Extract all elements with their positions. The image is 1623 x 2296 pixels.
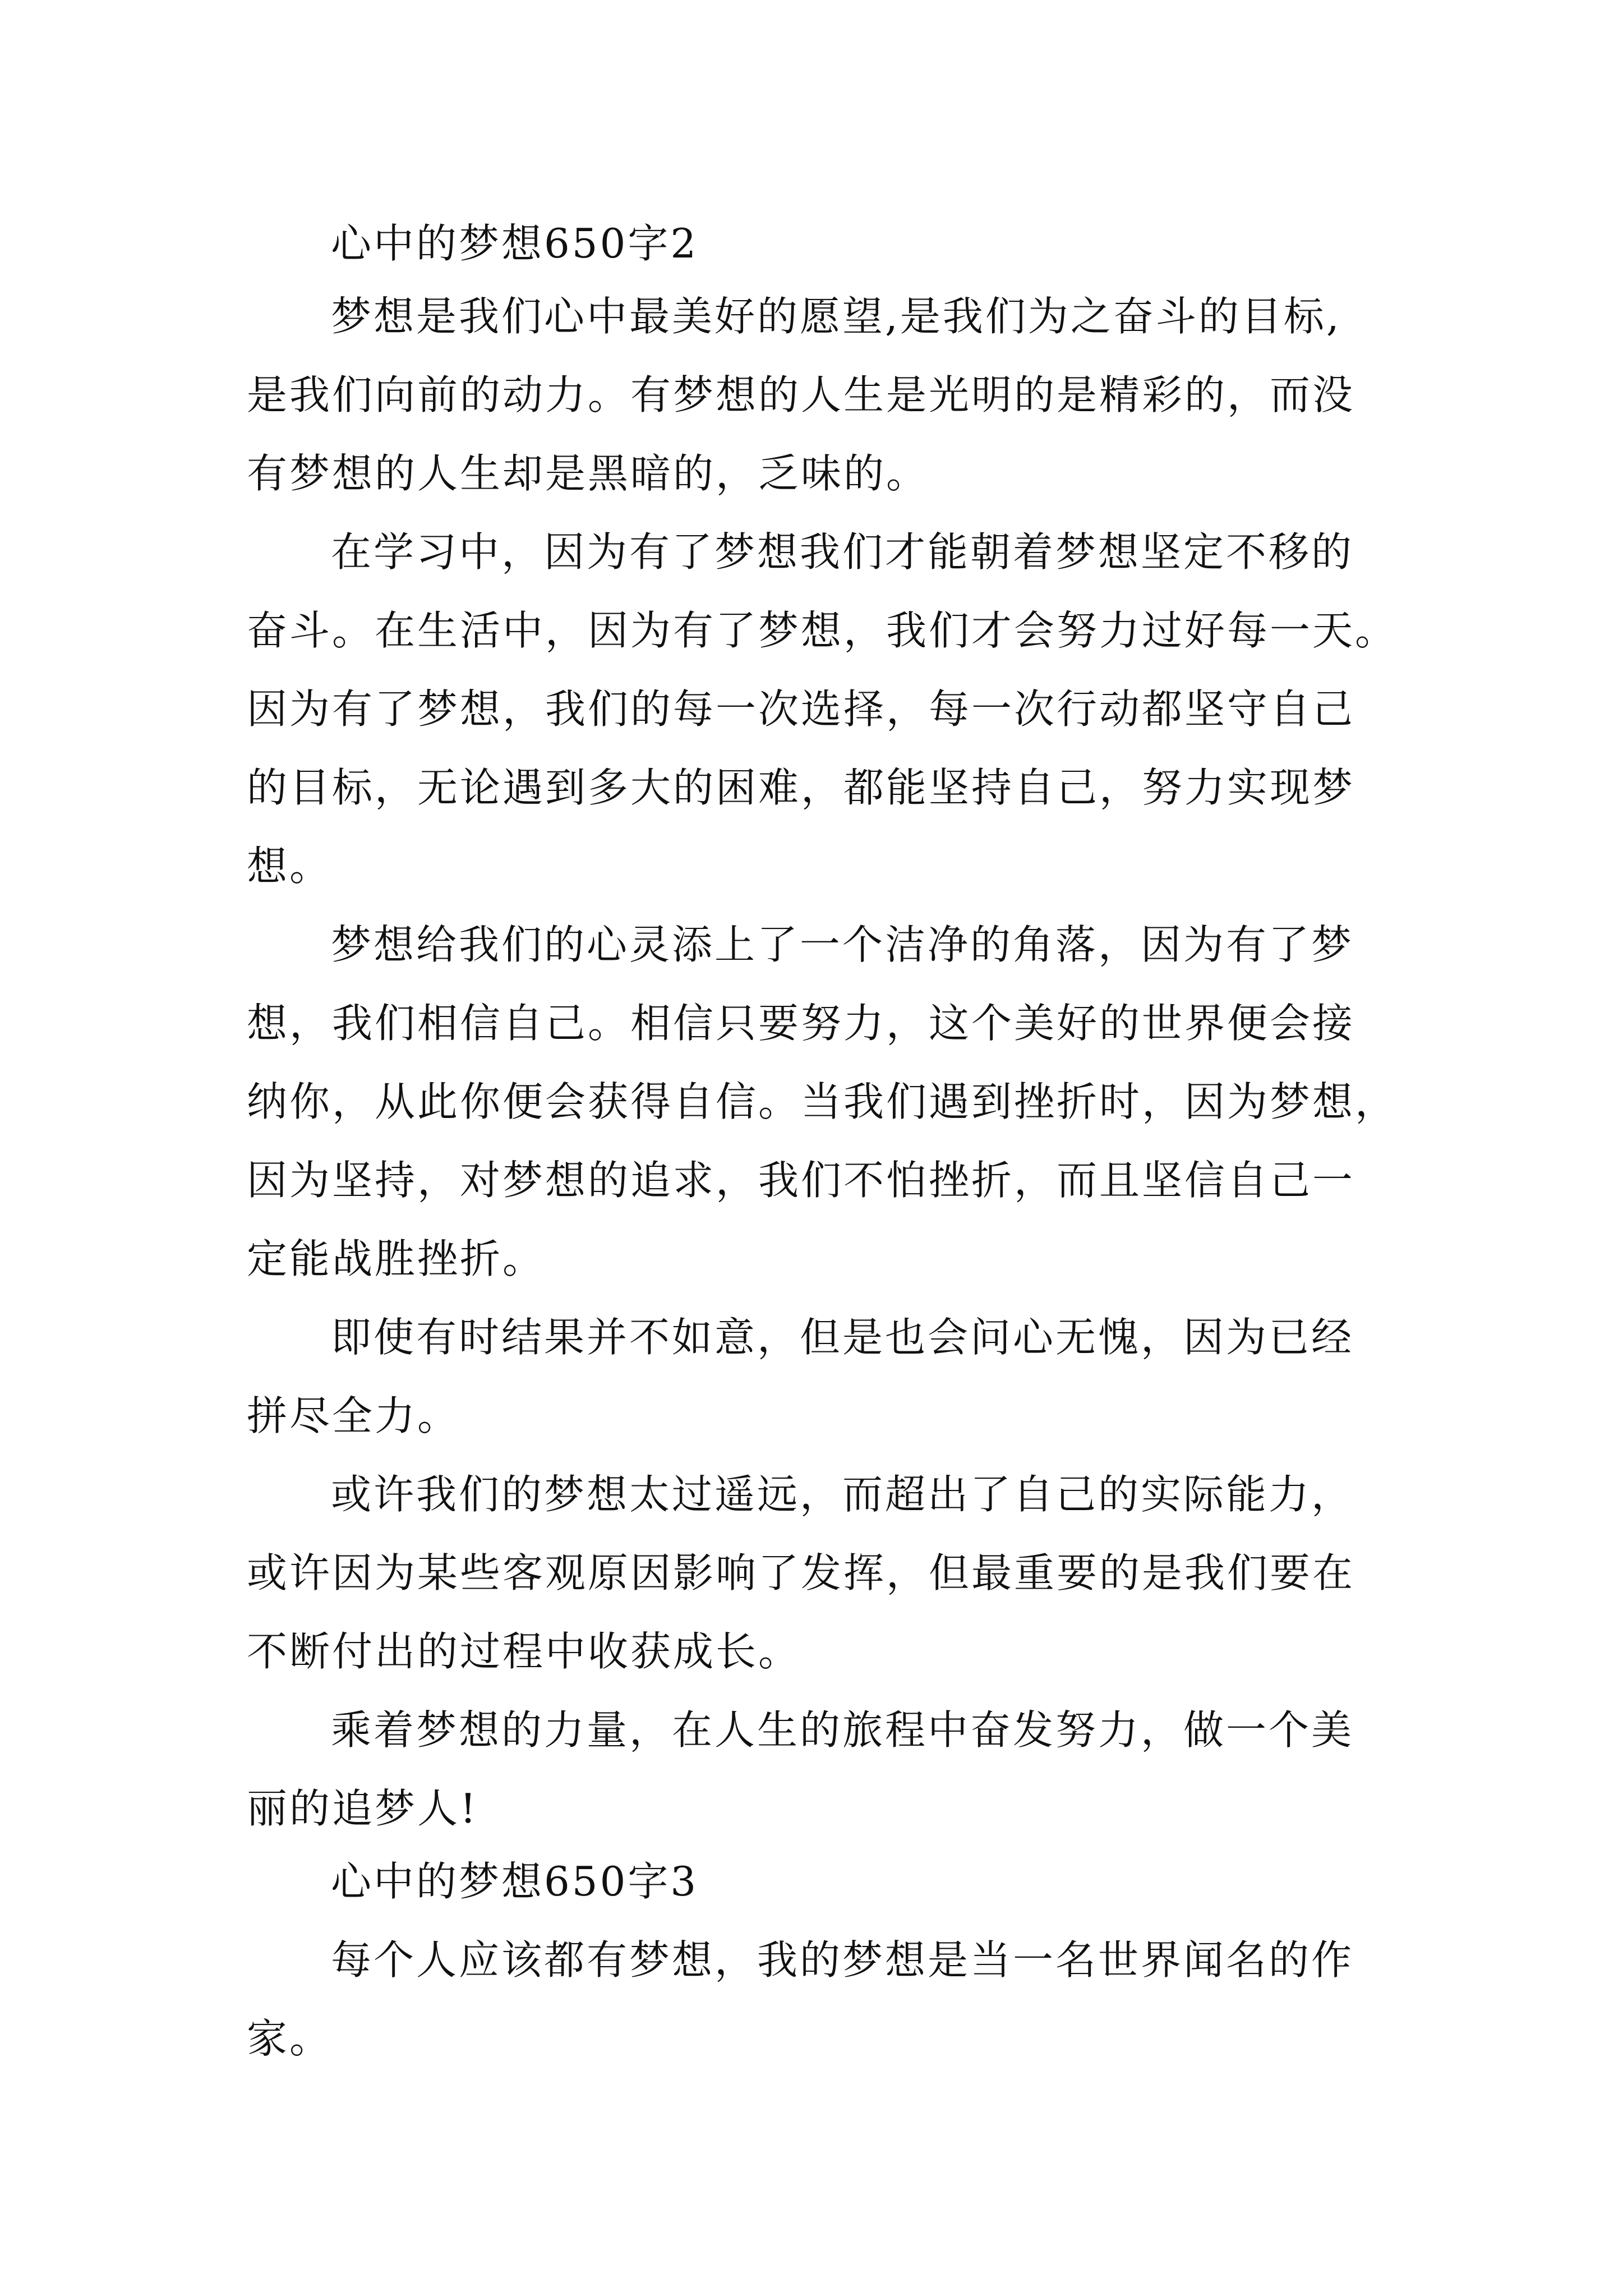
paragraph-line: 即使有时结果并不如意，但是也会问心无愧，因为已经 bbox=[331, 1314, 1354, 1361]
paragraph-line: 奋斗。在生活中，因为有了梦想，我们才会努力过好每一天。 bbox=[247, 607, 1398, 654]
paragraph-line: 想，我们相信自己。相信只要努力，这个美好的世界便会接 bbox=[247, 1000, 1355, 1047]
paragraph-line: 因为坚持，对梦想的追求，我们不怕挫折，而且坚信自己一 bbox=[247, 1157, 1355, 1204]
paragraph-line: 家。 bbox=[247, 2015, 333, 2062]
paragraph-line: 或许我们的梦想太过遥远，而超出了自己的实际能力， bbox=[331, 1471, 1354, 1518]
section-heading-3: 心中的梦想650字3 bbox=[331, 1858, 699, 1905]
paragraph-line: 定能战胜挫折。 bbox=[247, 1235, 546, 1282]
paragraph-line: 有梦想的人生却是黑暗的，乏味的。 bbox=[247, 450, 929, 497]
paragraph-line: 拼尽全力。 bbox=[247, 1392, 460, 1439]
paragraph-line: 是我们向前的动力。有梦想的人生是光明的是精彩的，而没 bbox=[247, 371, 1355, 418]
paragraph-line: 乘着梦想的力量，在人生的旅程中奋发努力，做一个美 bbox=[331, 1706, 1354, 1754]
paragraph-line: 丽的追梦人! bbox=[247, 1785, 478, 1832]
paragraph-line: 的目标，无论遇到多大的困难，都能坚持自己，努力实现梦 bbox=[247, 764, 1355, 811]
paragraph-line: 每个人应该都有梦想，我的梦想是当一名世界闻名的作 bbox=[331, 1936, 1354, 1984]
paragraph-line: 不断付出的过程中收获成长。 bbox=[247, 1628, 801, 1675]
paragraph-line: 纳你，从此你便会获得自信。当我们遇到挫折时，因为梦想， bbox=[247, 1078, 1398, 1125]
paragraph-line: 在学习中，因为有了梦想我们才能朝着梦想坚定不移的 bbox=[331, 528, 1354, 576]
paragraph-line: 梦想给我们的心灵添上了一个洁净的角落，因为有了梦 bbox=[331, 921, 1354, 968]
paragraph-line: 或许因为某些客观原因影响了发挥，但最重要的是我们要在 bbox=[247, 1549, 1355, 1596]
section-heading-2: 心中的梦想650字2 bbox=[331, 220, 699, 267]
paragraph-line: 梦想是我们心中最美好的愿望,是我们为之奋斗的目标, bbox=[331, 293, 1341, 340]
paragraph-line: 因为有了梦想，我们的每一次选择，每一次行动都坚守自己 bbox=[247, 685, 1355, 733]
paragraph-line: 想。 bbox=[247, 843, 333, 890]
